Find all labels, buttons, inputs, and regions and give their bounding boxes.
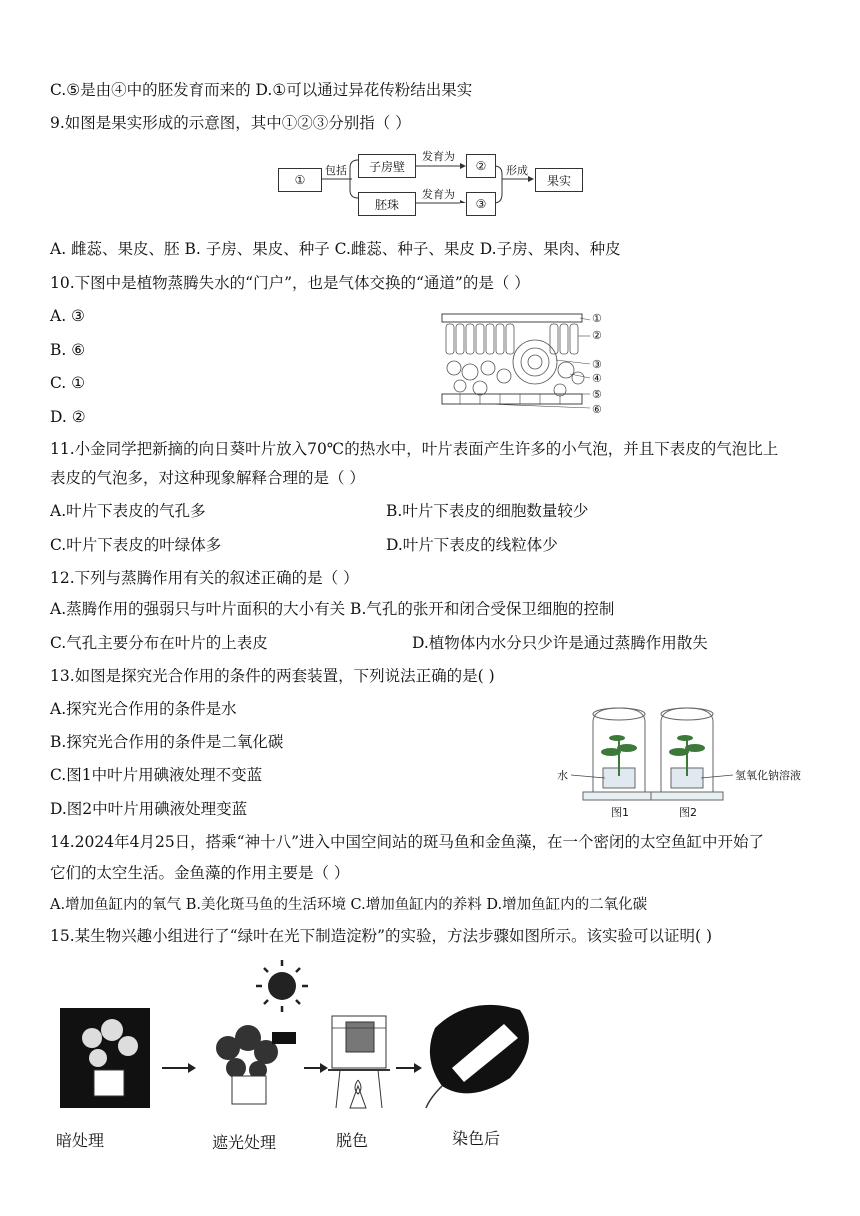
flow-node-1: ① [278, 168, 322, 192]
flow-label-develop-2: 发育为 [422, 188, 455, 201]
leaf-label-6: ⑥ [592, 403, 602, 416]
experiment-steps-drawing [50, 958, 570, 1118]
q13-option-c: C.图1中叶片用碘液处理不变蓝 [50, 766, 263, 784]
flow-node-2: ② [466, 154, 496, 178]
q10-option-c: C. ① [50, 374, 86, 392]
q14-stem-line1: 14.2024年4月25日，搭乘“神十八”进入中国空间站的斑马鱼和金鱼藻，在一个密闭的太空鱼缸中开始了 [50, 833, 765, 851]
q9-options: A. 雌蕊、果皮、胚 B. 子房、果皮、种子 C.雌蕊、种子、果皮 D.子房、果肉、种皮 [50, 240, 621, 258]
q12-stem: 12.下列与蒸腾作用有关的叙述正确的是（ ） [50, 569, 359, 587]
q12-option-d: D.植物体内水分只少许是通过蒸腾作用散失 [412, 634, 708, 652]
fruit-formation-diagram [270, 146, 590, 220]
bell-jar-drawings [555, 700, 815, 820]
flow-node-fruit: 果实 [535, 168, 583, 192]
label-fig2: 图2 [679, 806, 697, 819]
q8-options-cd: C.⑤是由④中的胚发育而来的 D.①可以通过异花传粉结出果实 [50, 81, 473, 99]
q10-option-a: A. ③ [50, 307, 85, 325]
q11-option-d: D.叶片下表皮的线粒体少 [386, 536, 558, 554]
flow-label-form: 形成 [506, 164, 528, 177]
q14-stem-line2: 它们的太空生活。金鱼藻的作用主要是（ ） [50, 864, 350, 882]
step-shading: 遮光处理 [212, 1133, 277, 1152]
q13-option-b: B.探究光合作用的条件是二氧化碳 [50, 733, 284, 751]
q9-stem: 9.如图是果实形成的示意图，其中①②③分别指（ ） [50, 114, 411, 132]
step-dark-treatment: 暗处理 [56, 1131, 105, 1150]
label-water: 水 [557, 769, 568, 782]
q15-stem: 15.某生物兴趣小组进行了“绿叶在光下制造淀粉”的实验，方法步骤如图所示。该实验可以证明( ) [50, 927, 713, 945]
q14-options: A.增加鱼缸内的氧气 B.美化斑马鱼的生活环境 C.增加鱼缸内的养料 D.增加鱼缸内的二氧化碳 [50, 897, 648, 913]
leaf-label-3: ③ [592, 358, 602, 371]
label-fig1: 图1 [611, 806, 629, 819]
q11-option-c: C.叶片下表皮的叶绿体多 [50, 536, 222, 554]
q11-option-a: A.叶片下表皮的气孔多 [50, 502, 206, 520]
q11-option-b: B.叶片下表皮的细胞数量较少 [386, 502, 589, 520]
label-naoh: 氢氧化钠溶液 [735, 769, 801, 782]
flow-node-ovule: 胚珠 [358, 192, 416, 216]
step-decolor: 脱色 [336, 1131, 369, 1150]
photosynthesis-setup-figure [555, 700, 815, 820]
q10-option-d: D. ② [50, 408, 86, 426]
q10-stem: 10.下图中是植物蒸腾失水的“门户”，也是气体交换的“通道”的是（ ） [50, 274, 530, 292]
leaf-label-5: ⑤ [592, 388, 602, 401]
q11-stem-line1: 11.小金同学把新摘的向日葵叶片放入70℃的热水中，叶片表面产生许多的小气泡，并且下表皮的气泡比上 [50, 440, 779, 458]
leaf-label-4: ④ [592, 372, 602, 385]
flow-label-include: 包括 [325, 164, 347, 177]
flow-node-3: ③ [466, 192, 496, 216]
flow-label-develop-1: 发育为 [422, 150, 455, 163]
leaf-label-1: ① [592, 312, 602, 325]
q11-stem-line2: 表皮的气泡多，对这种现象解释合理的是（ ） [50, 469, 365, 487]
q13-option-d: D.图2中叶片用碘液处理变蓝 [50, 800, 248, 818]
step-after-staining: 染色后 [452, 1129, 501, 1148]
q12-option-c: C.气孔主要分布在叶片的上表皮 [50, 634, 268, 652]
q13-stem: 13.如图是探究光合作用的条件的两套装置，下列说法正确的是( ) [50, 667, 495, 685]
flow-node-ovary-wall: 子房壁 [358, 154, 416, 178]
leaf-label-2: ② [592, 329, 602, 342]
leaf-cross-section-drawing [440, 308, 610, 420]
starch-experiment-figure [50, 958, 570, 1158]
q12-options-ab: A.蒸腾作用的强弱只与叶片面积的大小有关 B.气孔的张开和闭合受保卫细胞的控制 [50, 600, 615, 618]
leaf-cross-section-figure [440, 308, 610, 420]
q10-option-b: B. ⑥ [50, 341, 86, 359]
q13-option-a: A.探究光合作用的条件是水 [50, 700, 237, 718]
